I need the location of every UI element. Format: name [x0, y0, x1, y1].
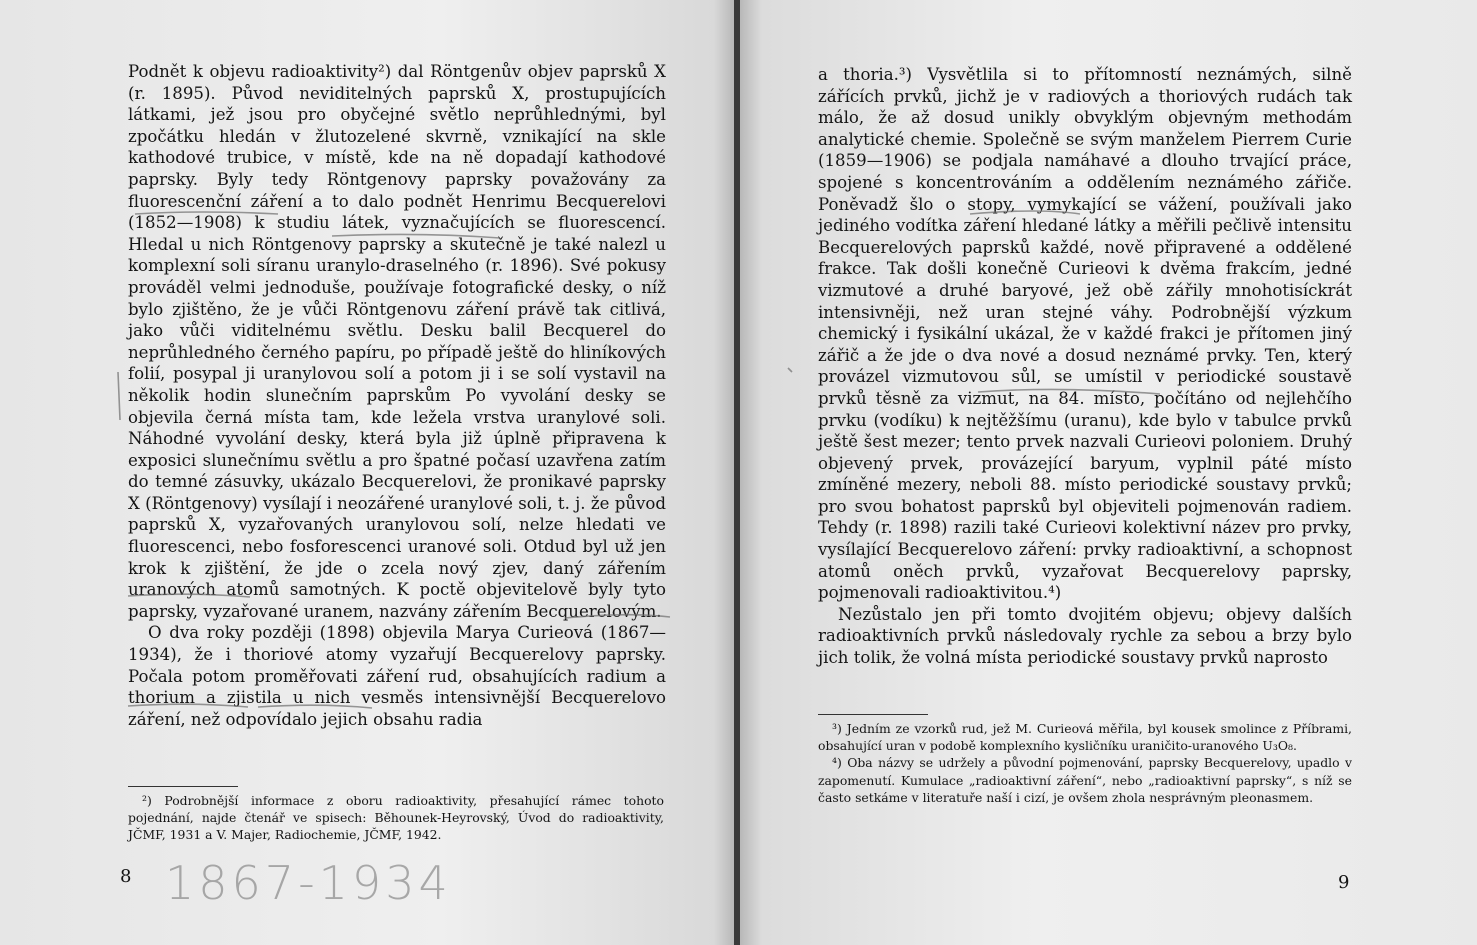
footnote-rule-right — [818, 714, 928, 715]
right-page — [740, 0, 1477, 945]
footnote-4: ⁴) Oba názvy se udržely a původní pojmenování, paprsky Becquerelovy, upadlo v zapomenutí. Kumulace „radioaktivní záření“, nebo „radioaktivní paprsky“, s níž se často setkáme v literatuře naší i cizí, je ovšem zhola nesprávným pleonasmem. — [818, 755, 1352, 805]
page-number-left: 8 — [120, 866, 132, 887]
right-paragraph-1: a thoria.³) Vysvětlila si to přítomností neznámých, silně zářících prvků, jichž je v radiových a thoriových rudách tak málo, že až dosud unikly obvyklým objevným methodám analytické chemie. Společně se svým manželem Pierrem Curie (1859—1906) se podjala namáhavé a dlouho trvající práce, spojené s koncentrováním a oddělením neznámého zářiče. Poněvadž šlo o stopy, vymykající se vážení, používali jako jediného vodítka záření hledané látky a měřili pečlivě intensitu Becquerelových paprsků každé, nově připravené a oddělené frakce. Tak došli konečně Curieovi k dvěma frakcím, jedné vizmutové a druhé baryové, jež obě zářily mnohotisíckrát intensivněji, než uran stejné váhy. Podrobnější výzkum chemický i fysikální ukázal, že v každé frakci je přítomen jiný zářič a že jde o dva nové a dosud neznámé prvky. Ten, který provázel vizmutovou sůl, se umístil v periodické soustavě prvků těsně za vizmut, na 84. místo, počítáno od nejlehčího prvku (vodíku) k nejtěžšímu (uranu), kde bylo v tabulce prvků ještě šest mezer; tento prvek nazvali Curieovi poloniem. Druhý objevený prvek, provázející baryum, vyplnil páté místo zmíněné mezery, neboli 88. místo periodické soustavy prvků; pro svou bohatost paprsků byl objeviteli pojmenován radiem. Tehdy (r. 1898) razili také Curieovi kolektivní název pro prvky, vysílající Becquerelovo záření: prvky radioaktivní, a schopnost atomů oněch prvků, vyzařovat Becquerelovy paprsky, pojmenovali radioaktivitou.⁴) — [818, 65, 1352, 603]
left-body-text — [128, 61, 666, 730]
left-footnotes — [128, 792, 664, 844]
pencil-annotation: 1867-1934 — [165, 856, 452, 910]
left-page — [0, 0, 736, 945]
right-body-text — [818, 64, 1352, 669]
footnote-3: ³) Jedním ze vzorků rud, jež M. Curieová měřila, byl kousek smolince z Příbrami, obsahující uran v podobě komplexního kysličníku uraničito-uranového U₃O₈. — [818, 721, 1352, 754]
footnote-2: ²) Podrobnější informace z oboru radioaktivity, přesahující rámec tohoto pojednání, najde čtenář ve spisech: Běhounek-Heyrovský, Úvod do radioaktivity, JČMF, 1931 a V. Majer, Radiochemie, JČMF, 1942. — [128, 793, 664, 843]
right-paragraph-2: Nezůstalo jen při tomto dvojitém objevu; objevy dalších radioaktivních prvků následovaly rychle za sebou a brzy bylo jich tolik, že volná místa periodické soustavy prvků naprosto — [818, 604, 1352, 668]
margin-dot — [788, 368, 792, 372]
margin-mark — [118, 372, 120, 420]
left-paragraph-1: Podnět k objevu radioaktivity²) dal Röntgenův objev paprsků X (r. 1895). Původ neviditelných paprsků X, prostupujících látkami, jež jsou pro obyčejné světlo neprůhlednými, byl zpočátku hledán v žlutozelené skvrně, vznikající na skle kathodové trubice, v místě, kde na ně dopadají kathodové paprsky. Byly tedy Röntgenovy paprsky považovány za fluorescenční záření a to dalo podnět Henrimu Becquerelovi (1852—1908) k studiu látek, vyznačujících se fluorescencí. Hledal u nich Röntgenovy paprsky a skutečně je také nalezl u komplexní soli síranu uranylo-draselného (r. 1896). Své pokusy prováděl velmi jednoduše, používaje fotografické desky, o níž bylo zjištěno, že je vůči Röntgenovu záření právě tak citlivá, jako vůči viditelnému světlu. Desku balil Becquerel do neprůhledného černého papíru, po případě ještě do hliníkových folií, posypal ji uranylovou solí a potom ji i se solí vystavil na několik hodin slunečním paprskům Po vyvolání desky se objevila černá místa tam, kde ležela vrstva uranylové soli. Náhodné vyvolání desky, která byla již úplně připravena k exposici slunečnímu světlu a pro špatné počasí uzavřena zatím do temné zásuvky, ukázalo Becquerelovi, že pronikavé paprsky X (Röntgenovy) vysílají i neozářené uranylové soli, t. j. že původ paprsků X, vyzařovaných uranylovou solí, nelze hledati ve fluorescenci, nebo fosforescenci uranové soli. Otdud byl už jen krok k zjištění, že jde o zcela nový zjev, daný zářením uranových atomů samotných. K poctě objevitelově byly tyto paprsky, vyzařované uranem, nazvány zářením Becquerelovým. — [128, 62, 666, 621]
right-footnotes — [818, 720, 1352, 806]
page-number-right: 9 — [1338, 872, 1350, 893]
footnote-rule — [128, 786, 238, 787]
left-paragraph-2: O dva roky později (1898) objevila Marya Curieová (1867—1934), že i thoriové atomy vyzařují Becquerelovy paprsky. Počala potom proměřovati záření rud, obsahujících radium a thorium a zjistila u nich vesměs intensivnější Becquerelovo záření, než odpovídalo jejich obsahu radia — [128, 623, 666, 729]
